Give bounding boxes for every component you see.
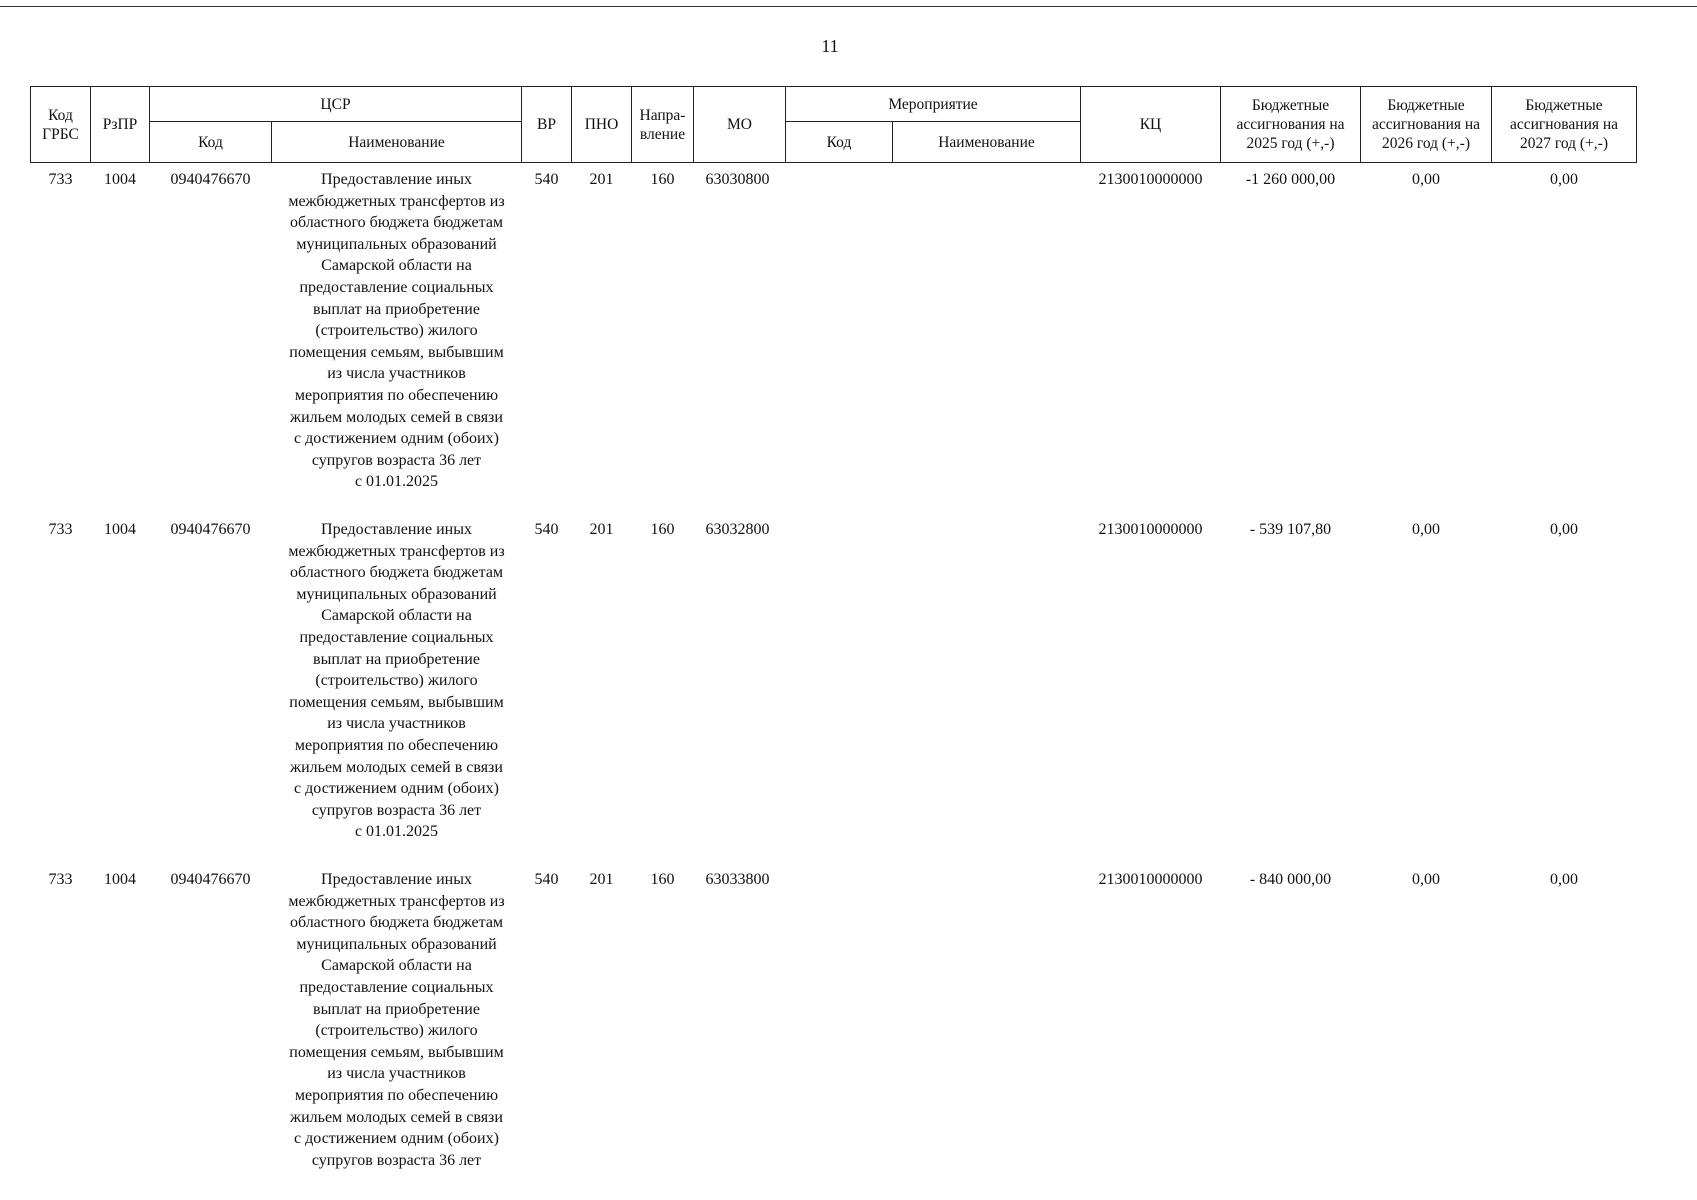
cell-budget-2025: - 840 000,00 (1249, 871, 1332, 888)
cell-mo: 63032800 (705, 521, 770, 538)
cell-kc: 2130010000000 (1098, 171, 1203, 188)
cell-vr: 540 (534, 871, 559, 888)
csr-name-text: Предоставление иных межбюджетных трансфертов из областного бюджета бюджетам муниципальных образований Самарской области на предоставление социальных выплат на приобретение (строительство) жилого помещения семьям, выбывшим из числа участников мероприятия по обеспечению жильем молодых семей в связи с достижением одним (обоих) супругов возраста 36 лет (288, 871, 505, 1169)
top-rule (0, 6, 1697, 7)
cell-pno: 201 (589, 871, 614, 888)
cell-budget-2027: 0,00 (1550, 521, 1578, 538)
page-number: 11 (821, 36, 839, 56)
table-row (31, 513, 1637, 863)
cell-csr-code: 0940476670 (170, 521, 251, 538)
header-mo: МО (694, 87, 786, 163)
cell-budget-2026: 0,00 (1412, 521, 1440, 538)
cell-napravlenie: 160 (650, 521, 675, 538)
cell-budget-2027: 0,00 (1550, 171, 1578, 188)
header-kc: КЦ (1081, 87, 1221, 163)
header-csr-group: ЦСР (150, 87, 522, 122)
csr-name-text: Предоставление иных межбюджетных трансфертов из областного бюджета бюджетам муниципальных образований Самарской области на предоставление социальных выплат на приобретение (строительство) жилого помещения семьям, выбывшим из числа участников мероприятия по обеспечению жильем молодых семей в связи с достижением одним (обоих) супругов возраста 36 лет с 01.01.2025 (288, 171, 505, 491)
cell-mo: 63030800 (705, 171, 770, 188)
cell-grbs: 733 (48, 171, 73, 188)
cell-grbs: 733 (48, 521, 73, 538)
header-vr: ВР (522, 87, 572, 163)
header-csr-code: Код (150, 122, 272, 163)
table-body (31, 163, 1637, 1180)
header-rzpr: РзПР (91, 87, 150, 163)
cell-rzpr: 1004 (104, 871, 136, 888)
table-header (31, 87, 1637, 163)
table-row (31, 163, 1637, 514)
cell-mer-name (893, 513, 1081, 863)
table-row (31, 863, 1637, 1179)
header-budget-2025: Бюджетные ассигнования на 2025 год (+,-) (1221, 87, 1361, 163)
cell-budget-2026: 0,00 (1412, 871, 1440, 888)
cell-mer-name (893, 863, 1081, 1179)
cell-csr-name (272, 163, 522, 514)
cell-budget-2026: 0,00 (1412, 171, 1440, 188)
header-grbs: Код ГРБС (31, 87, 91, 163)
header-napravlenie: Напра-вление (632, 87, 694, 163)
header-csr-name: Наименование (272, 122, 522, 163)
cell-mer-code (786, 863, 893, 1179)
cell-mer-code (786, 513, 893, 863)
cell-vr: 540 (534, 171, 559, 188)
cell-pno: 201 (589, 521, 614, 538)
cell-budget-2025: - 539 107,80 (1249, 521, 1332, 538)
cell-kc: 2130010000000 (1098, 521, 1203, 538)
cell-mo: 63033800 (705, 871, 770, 888)
cell-csr-name (272, 513, 522, 863)
header-mer-code: Код (786, 122, 893, 163)
cell-napravlenie: 160 (650, 171, 675, 188)
header-budget-2026: Бюджетные ассигнования на 2026 год (+,-) (1361, 87, 1492, 163)
cell-pno: 201 (589, 171, 614, 188)
cell-csr-code: 0940476670 (170, 871, 251, 888)
cell-vr: 540 (534, 521, 559, 538)
header-pno: ПНО (572, 87, 632, 163)
cell-budget-2025: -1 260 000,00 (1245, 171, 1336, 188)
cell-rzpr: 1004 (104, 171, 136, 188)
cell-kc: 2130010000000 (1098, 871, 1203, 888)
header-mer-name: Наименование (893, 122, 1081, 163)
cell-csr-name (272, 863, 522, 1179)
header-meropriyatie-group: Мероприятие (786, 87, 1081, 122)
header-budget-2027: Бюджетные ассигнования на 2027 год (+,-) (1492, 87, 1637, 163)
cell-csr-code: 0940476670 (170, 171, 251, 188)
cell-grbs: 733 (48, 871, 73, 888)
budget-table (30, 86, 1637, 1179)
cell-napravlenie: 160 (650, 871, 675, 888)
cell-rzpr: 1004 (104, 521, 136, 538)
csr-name-text: Предоставление иных межбюджетных трансфертов из областного бюджета бюджетам муниципальных образований Самарской области на предоставление социальных выплат на приобретение (строительство) жилого помещения семьям, выбывшим из числа участников мероприятия по обеспечению жильем молодых семей в связи с достижением одним (обоих) супругов возраста 36 лет с 01.01.2025 (288, 521, 505, 841)
cell-mer-code (786, 163, 893, 514)
cell-budget-2027: 0,00 (1550, 871, 1578, 888)
cell-mer-name (893, 163, 1081, 514)
